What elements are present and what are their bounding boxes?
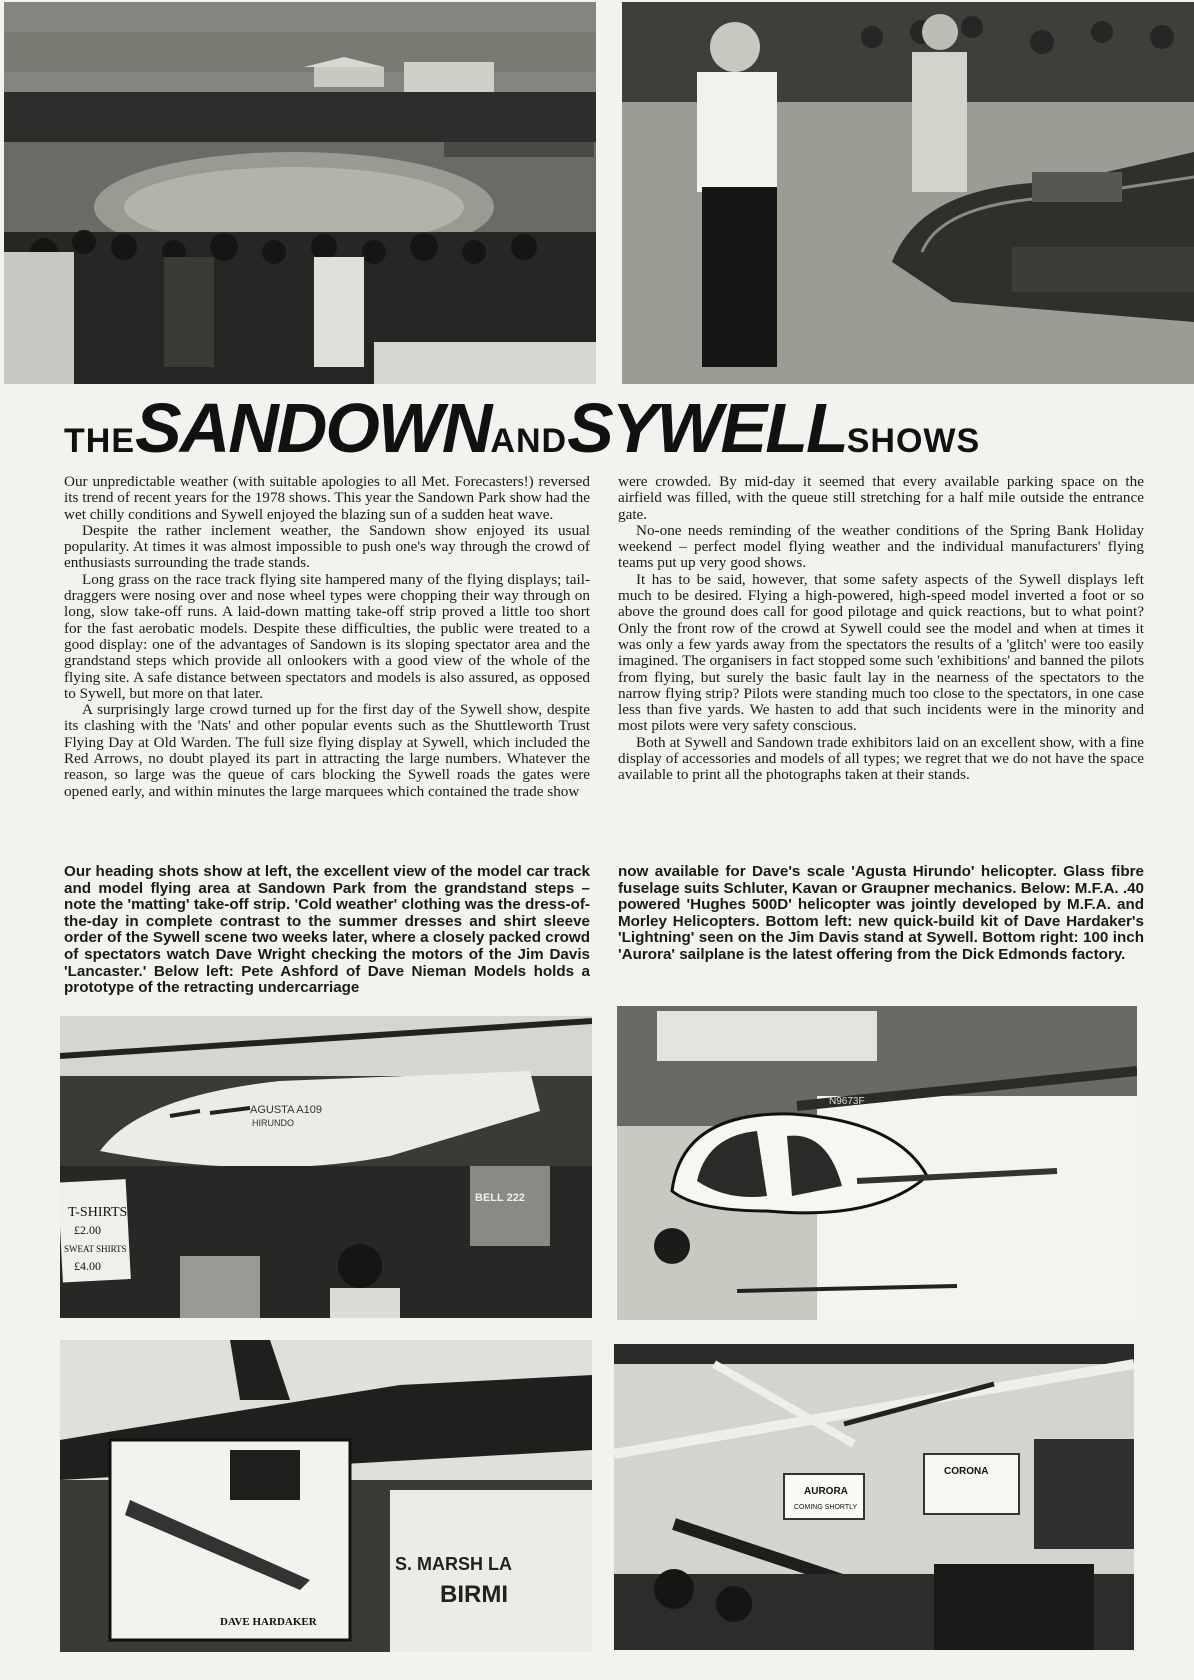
lightning-poster-text: DAVE HARDAKER (220, 1616, 317, 1628)
headline-shows: SHOWS (846, 422, 981, 460)
photo-hughes-500d (617, 1006, 1137, 1320)
heli-registration: N9673F (829, 1096, 865, 1107)
article-paragraph: Long grass on the race track flying site hampered many of the flying displays; tail-draggers were nosing over and nose wheel types were chopping their way through on long, slow take-off runs. A laid-down matting take-off strip proved a little too short for the fast aerobatic models. Despite these difficulties, the public were treated to a good display: one of the advantages of Sandown is its sloping spectator area and the grandstand steps which provide all onlookers with a good view of the whole of the flying site. A safe distance between spectators and models is also assured, as opposed to Sywell, but more on that later. (64, 570, 590, 702)
article-paragraph: A surprisingly large crowd turned up for the first day of the Sywell show, despite its clashing with the 'Nats' and other popular events such as the Shuttleworth Trust Flying Day at Old Warden. The full size flying display at Sywell, which included the Red Arrows, no doubt played its part in attracting the large numbers. Whatever the reason, so large was the queue of cars blocking the Sywell roads the gates were opened early, and within minutes the large marquees which contained the trade show (64, 701, 590, 800)
article-paragraph: It has to be said, however, that some safety aspects of the Sywell displays left much to be desired. Flying a high-powered, high-speed model inverted a foot or so above the ground does call for good pilotage and quick reactions, but to what point? Only the front row of the crowd at Sywell could see the model and when at times it was only a few yards away from the spectators the results of a 'glitch' were too easily imagined. The organisers in fact stopped some such 'exhibitions' and banned the pilots from flying, but surely the basic fault lay in the nearness of the spectators to the narrow flying strip? Pilots were standing much too close to the spectators, in one case less than five yards. We hasten to add that such incidents were in the minority and most pilots were very safety conscious. (618, 570, 1144, 735)
article-paragraph: Despite the rather inclement weather, the Sandown show enjoyed its usual popularity. At times it was almost impossible to push one's way through the crowd of enthusiasts surrounding the trade stands. (64, 521, 590, 572)
headline-the: THE (64, 422, 135, 460)
hirundo-label: HIRUNDO (252, 1118, 294, 1128)
birmi-sign: BIRMI (440, 1581, 508, 1608)
article-left-column (64, 474, 590, 800)
headline-and: AND (490, 422, 568, 460)
photo-aurora-sailplane (614, 1344, 1134, 1650)
marsh-sign: S. MARSH LA (395, 1554, 512, 1574)
headline-sandown: SANDOWN (135, 389, 491, 467)
photo-sandown-crowd (4, 2, 596, 384)
article-paragraph: Both at Sywell and Sandown trade exhibitors laid on an excellent show, with a fine display of accessories and models of all types; we regret that we do not have the space available to print all the photographs taken at their stands. (618, 733, 1144, 784)
photo-lightning-kit (60, 1340, 592, 1652)
bell-sign: BELL 222 (475, 1192, 525, 1204)
corona-sign: CORONA (944, 1466, 989, 1477)
sweatshirts-sign: SWEAT SHIRTS (64, 1244, 127, 1254)
headline-sywell: SYWELL (567, 389, 847, 467)
photo-caption-right: now available for Dave's scale 'Agusta Hirundo' helicopter. Glass fibre fuselage suits Schluter, Kavan or Graupner mechanics. Below: M.F.A. .40 powered 'Hughes 500D' helicopter was jointly developed by M.F.A. and Morley Helicopters. Bottom left: new quick-build kit of Dave Hardaker's 'Lightning' seen on the Jim Davis stand at Sywell. Bottom right: 100 inch 'Aurora' sailplane is the latest offering from the Dick Edmonds factory. (618, 863, 1144, 963)
article-paragraph: were crowded. By mid-day it seemed that every available parking space on the airfield was filled, with the queue still stretching for a half mile outside the entrance gate. (618, 473, 1144, 523)
photo-caption-left: Our heading shots show at left, the excellent view of the model car track and model flying area at Sandown Park from the grandstand steps – note the 'matting' take-off strip. 'Cold weather' clothing was the dress-of-the-day in complete contrast to the summer dresses and shirt sleeve order of the Sywell scene two weeks later, where a closely packed crowd of spectators watch Dave Wright checking the motors of the Jim Davis 'Lancaster.' Below left: Pete Ashford of Dave Nieman Models holds a prototype of the retracting undercarriage (64, 863, 590, 997)
aurora-subtitle: COMING SHORTLY (794, 1504, 858, 1511)
article-paragraph: Our unpredictable weather (with suitable apologies to all Met. Forecasters!) reversed its trend of recent years for the 1978 shows. This year the Sandown Park show had the wet chilly conditions and Sywell enjoyed the blazing sun of a sudden heat wave. (64, 473, 590, 523)
aurora-sign: AURORA (804, 1486, 848, 1497)
article-paragraph: No-one needs reminding of the weather conditions of the Spring Bank Holiday weekend – perfect model flying weather and the individual manufacturers' flying teams put up very good shows. (618, 521, 1144, 572)
tshirts-sign: T-SHIRTS (68, 1205, 128, 1220)
photo-agusta-hirundo-stand (60, 1016, 592, 1318)
headline (64, 389, 1144, 467)
sweatshirts-price: £4.00 (74, 1259, 101, 1273)
photo-sywell-lancaster (622, 2, 1194, 384)
tshirts-price: £2.00 (74, 1223, 101, 1237)
article-right-column (618, 474, 1144, 784)
agusta-label: AGUSTA A109 (250, 1104, 322, 1116)
